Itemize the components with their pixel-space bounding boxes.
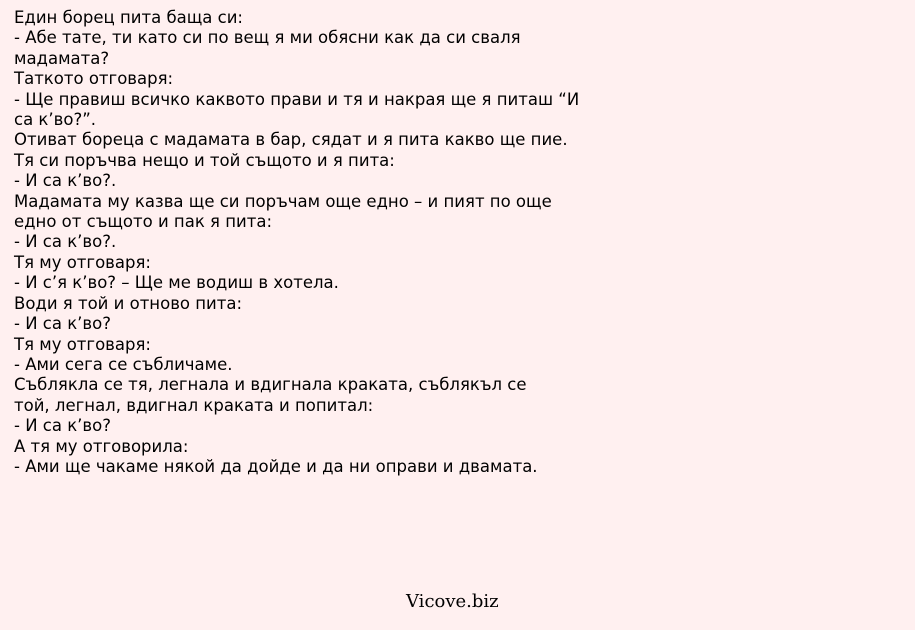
joke-line: - И са к’во?.: [14, 232, 117, 252]
joke-line: - И са к’во?.: [14, 171, 117, 191]
joke-line: Тя си поръчва нещо и той същото и я пита:: [14, 150, 395, 170]
joke-line: той, легнал, вдигнал краката и попитал:: [14, 395, 374, 415]
joke-line: - Ще правиш всичко каквото прави и тя и накрая ще я питаш “И са к’во?”.: [14, 89, 580, 130]
joke-line: Съблякла се тя, легнала и вдигнала краката, съблякъл се: [14, 375, 527, 395]
joke-line: - Ами сега се събличаме.: [14, 354, 233, 374]
joke-line: Тя му отговаря:: [14, 252, 151, 272]
joke-line: Отиват бореца с мадамата в бар, сядат и я пита какво ще пие.: [14, 130, 568, 150]
joke-line: - И са к’во?: [14, 416, 112, 436]
joke-line: Мадамата му казва ще си поръчам още едно – и пият по още едно от същото и пак я пита:: [14, 191, 552, 232]
joke-line: Таткото отговаря:: [14, 69, 174, 89]
joke-line: - И са к’во?: [14, 314, 112, 334]
joke-line: Тя му отговаря:: [14, 334, 151, 354]
joke-line: Води я той и отново пита:: [14, 293, 243, 313]
joke-line: - И с’я к’во? – Ще ме водиш в хотела.: [14, 273, 339, 293]
site-watermark: Vicove.biz: [406, 591, 499, 612]
joke-line: - Абе тате, ти като си по вещ я ми обясни как да си сваля мадамата?: [14, 28, 521, 68]
joke-text: [14, 8, 584, 477]
joke-line: А тя му отговорила:: [14, 436, 189, 456]
joke-line: - Ами ще чакаме някой да дойде и да ни оправи и двамата.: [14, 456, 538, 476]
joke-line: Един борец пита баща си:: [14, 8, 243, 27]
